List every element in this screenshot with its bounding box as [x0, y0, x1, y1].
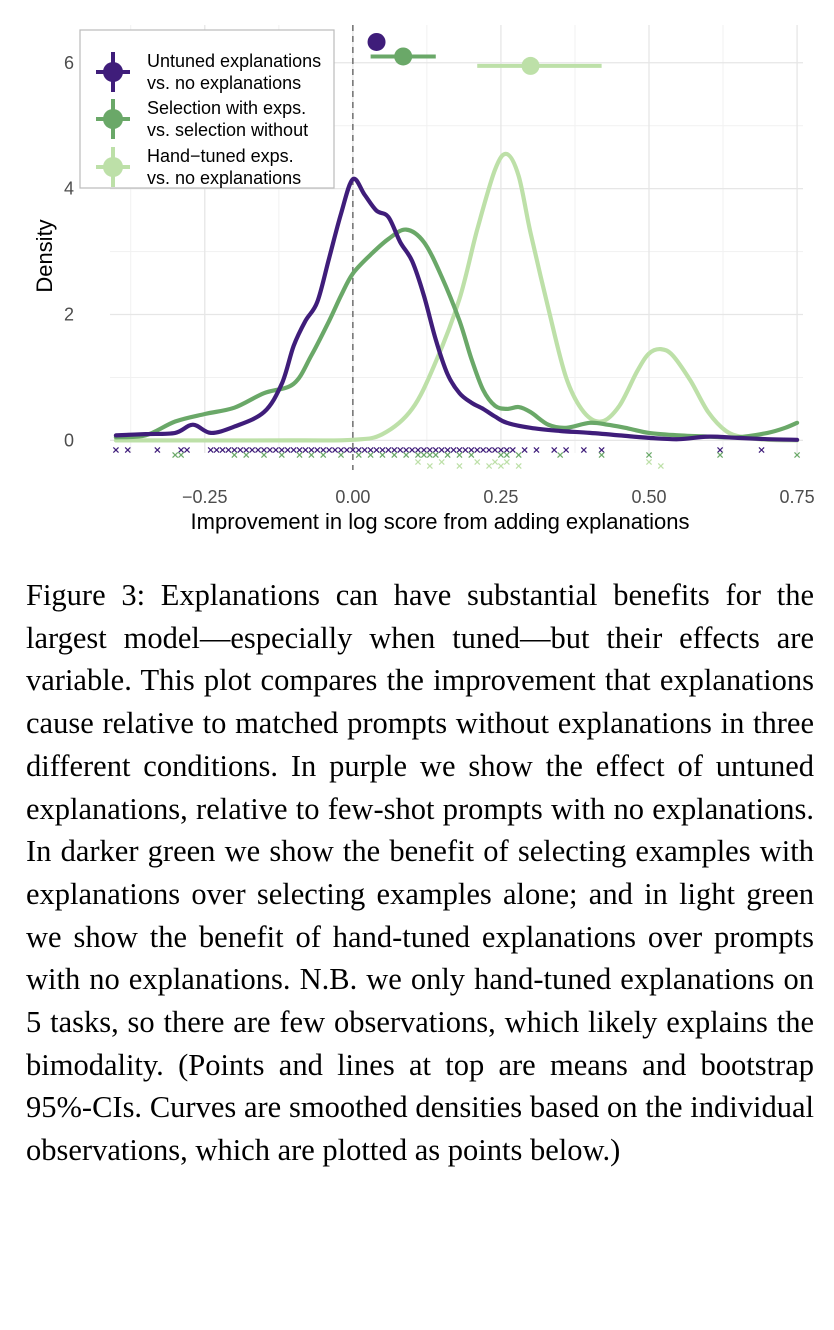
rug-point-0: [226, 447, 231, 452]
rug-point-0: [344, 447, 349, 452]
x-tick-label: 0.00: [335, 487, 371, 507]
rug-point-2: [498, 463, 503, 468]
rug-point-0: [255, 447, 260, 452]
rug-point-0: [208, 447, 213, 452]
rug-point-0: [522, 447, 527, 452]
density-chart: [0, 0, 834, 545]
legend-key-point: [103, 157, 123, 177]
mean-point-0: [368, 33, 386, 51]
rug-point-1: [392, 452, 397, 457]
rug-point-0: [285, 447, 290, 452]
legend-key-point: [103, 109, 123, 129]
mean-point-2: [522, 57, 540, 75]
rug-point-0: [315, 447, 320, 452]
x-axis-ticks: [182, 487, 815, 507]
rug-point-0: [178, 447, 183, 452]
rug-point-0: [267, 447, 272, 452]
figure-caption: [26, 574, 814, 1172]
rug-point-0: [184, 447, 189, 452]
legend-label: vs. no explanations: [147, 73, 302, 93]
rug-point-1: [173, 452, 178, 457]
rug-point-0: [599, 447, 604, 452]
legend-label: Untuned explanations: [147, 51, 322, 71]
rug-point-0: [238, 447, 243, 452]
rug-point-0: [451, 447, 456, 452]
rug-point-0: [445, 447, 450, 452]
rug-point-0: [362, 447, 367, 452]
rug-point-1: [321, 452, 326, 457]
rug-point-0: [433, 447, 438, 452]
legend-key-point: [103, 62, 123, 82]
rug-point-0: [368, 447, 373, 452]
rug-point-0: [563, 447, 568, 452]
rug-point-0: [303, 447, 308, 452]
legend-label: vs. selection without: [147, 120, 309, 140]
rug-point-2: [457, 463, 462, 468]
y-axis-title: Density: [32, 219, 57, 293]
rug-point-0: [427, 447, 432, 452]
rug-point-0: [581, 447, 586, 452]
rug-point-1: [558, 452, 563, 457]
rug-point-1: [433, 452, 438, 457]
rug-point-1: [445, 452, 450, 457]
rug-point-0: [309, 447, 314, 452]
rug-point-2: [486, 463, 491, 468]
rug-point-2: [516, 463, 521, 468]
rug-point-0: [291, 447, 296, 452]
rug-point-0: [717, 447, 722, 452]
rug-point-1: [516, 452, 521, 457]
rug-point-0: [297, 447, 302, 452]
rug-point-0: [504, 447, 509, 452]
x-tick-label: 0.50: [631, 487, 667, 507]
rug-point-1: [356, 452, 361, 457]
rug-point-0: [155, 447, 160, 452]
caption-text: Figure 3: Explanations can have substantial benefits for the largest model—especially when tuned—but their effects are variable. This plot compares the improvement that explanations cause relative to matched prompts without explanations in three different conditions. In purple we show the effect of untuned explanations, relative to few-shot prompts with no explanations. In darker green we show the benefit of selecting examples with explanations over selecting examples alone; and in light green we show the benefit of hand-tuned explanations over prompts with no explanations. N.B. we only hand-tuned explanations on 5 tasks, so there are few observations, which likely explains the bimodality. (Points and lines at top are means and bootstrap 95%-CIs. Curves are smoothed densities based on the individual observations, which are plotted as points below.): [26, 578, 814, 1168]
rug-point-1: [504, 452, 509, 457]
rug-point-0: [327, 447, 332, 452]
rug-point-0: [125, 447, 130, 452]
rug-point-0: [374, 447, 379, 452]
rug-point-0: [404, 447, 409, 452]
legend-label: Hand−tuned exps.: [147, 146, 294, 166]
rug-point-1: [338, 452, 343, 457]
rug-point-0: [481, 447, 486, 452]
y-tick-label: 0: [63, 430, 74, 451]
rug-point-1: [794, 452, 799, 457]
legend-label: vs. no explanations: [147, 168, 302, 188]
rug-point-1: [244, 452, 249, 457]
rug-point-0: [475, 447, 480, 452]
rug-point-1: [421, 452, 426, 457]
rug-point-1: [415, 452, 420, 457]
rug-point-0: [279, 447, 284, 452]
rug-point-0: [338, 447, 343, 452]
rug-point-0: [386, 447, 391, 452]
rug-point-0: [392, 447, 397, 452]
rug-point-0: [250, 447, 255, 452]
x-tick-label: −0.25: [181, 487, 228, 507]
rug-point-0: [552, 447, 557, 452]
rug-point-2: [492, 459, 497, 464]
rug-point-2: [658, 463, 663, 468]
y-tick-label: 2: [63, 304, 74, 325]
rug-point-1: [646, 452, 651, 457]
rug-point-1: [279, 452, 284, 457]
rug-point-1: [297, 452, 302, 457]
rug-point-0: [409, 447, 414, 452]
rug-point-0: [273, 447, 278, 452]
rug-point-0: [439, 447, 444, 452]
rug-point-1: [404, 452, 409, 457]
rug-point-0: [463, 447, 468, 452]
rug-point-0: [332, 447, 337, 452]
y-tick-label: 6: [63, 52, 74, 73]
rug-point-2: [427, 463, 432, 468]
rug-point-1: [469, 452, 474, 457]
rug-point-0: [261, 447, 266, 452]
density-curves: [116, 154, 797, 441]
rug-point-2: [504, 459, 509, 464]
rug-point-1: [427, 452, 432, 457]
y-axis-ticks: [64, 53, 74, 451]
observation-rug: [113, 447, 799, 468]
rug-point-0: [486, 447, 491, 452]
rug-point-2: [475, 459, 480, 464]
rug-point-1: [380, 452, 385, 457]
rug-point-1: [368, 452, 373, 457]
legend-label: Selection with exps.: [147, 98, 307, 118]
rug-point-0: [534, 447, 539, 452]
rug-point-2: [439, 459, 444, 464]
rug-point-1: [261, 452, 266, 457]
rug-point-0: [244, 447, 249, 452]
rug-point-0: [321, 447, 326, 452]
rug-point-2: [646, 459, 651, 464]
rug-point-0: [113, 447, 118, 452]
mean-ci-markers: [368, 33, 602, 75]
rug-point-0: [492, 447, 497, 452]
rug-point-0: [415, 447, 420, 452]
rug-point-0: [469, 447, 474, 452]
rug-point-0: [398, 447, 403, 452]
rug-point-0: [759, 447, 764, 452]
rug-point-0: [356, 447, 361, 452]
rug-point-0: [232, 447, 237, 452]
rug-point-0: [510, 447, 515, 452]
x-tick-label: 0.25: [483, 487, 519, 507]
rug-point-0: [421, 447, 426, 452]
legend: [80, 30, 334, 188]
rug-point-1: [309, 452, 314, 457]
rug-point-0: [214, 447, 219, 452]
density-curve-1: [116, 230, 797, 438]
rug-point-1: [457, 452, 462, 457]
rug-point-1: [232, 452, 237, 457]
rug-point-0: [220, 447, 225, 452]
rug-point-1: [599, 452, 604, 457]
rug-point-1: [178, 452, 183, 457]
rug-point-0: [380, 447, 385, 452]
rug-point-1: [717, 452, 722, 457]
rug-point-0: [457, 447, 462, 452]
x-tick-label: 0.75: [779, 487, 815, 507]
y-tick-label: 4: [63, 178, 74, 199]
mean-point-1: [394, 47, 412, 65]
x-axis-title: Improvement in log score from adding explanations: [190, 509, 690, 534]
rug-point-2: [415, 459, 420, 464]
rug-point-1: [498, 452, 503, 457]
density-curve-2: [116, 154, 797, 441]
